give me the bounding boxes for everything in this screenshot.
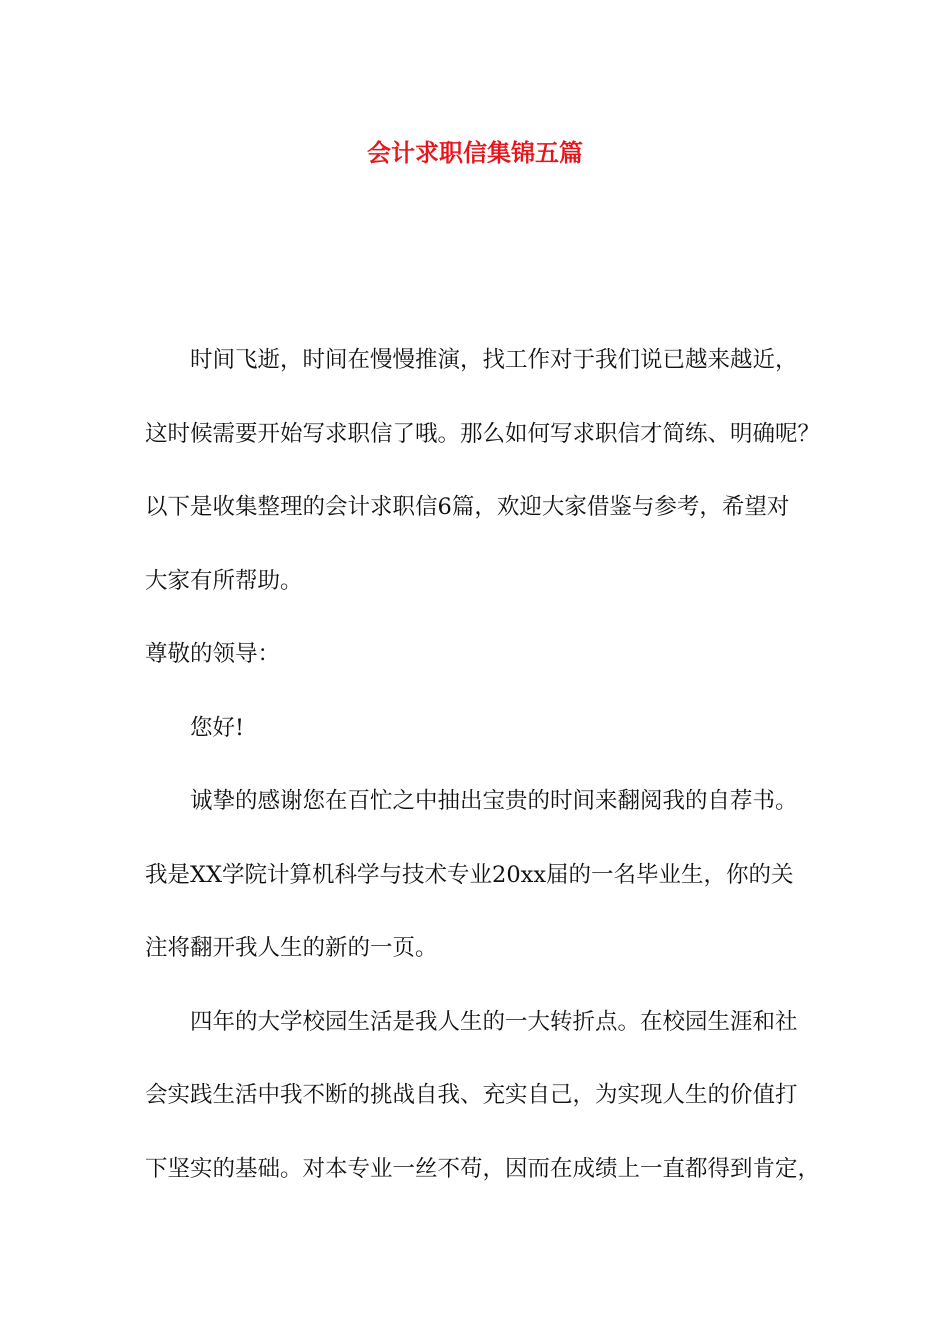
- body-line-4: 大家有所帮助。: [145, 567, 303, 594]
- salutation-line: 尊敬的领导：: [145, 641, 281, 667]
- body-line-7: 诚挚的感谢您在百忙之中抽出宝贵的时间来翻阅我的自荐书。: [190, 788, 798, 814]
- body-line-2: 这时候需要开始写求职信了哦。那么如何写求职信才简练、明确呢？: [145, 420, 821, 447]
- greeting-line: 您好!: [190, 714, 245, 741]
- body-line-11: 会实践生活中我不断的挑战自我、充实自己，为实现人生的价值打: [145, 1082, 798, 1108]
- body-line-12: 下坚实的基础。对本专业一丝不苟，因而在成绩上一直都得到肯定，: [145, 1155, 821, 1182]
- body-line-3: 以下是收集整理的会计求职信6篇，欢迎大家借鉴与参考，希望对: [145, 494, 790, 520]
- body-line-8: 我是XX学院计算机科学与技术专业20xx届的一名毕业生，你的关: [145, 861, 794, 888]
- body-line-9: 注将翻开我人生的新的一页。: [145, 935, 438, 961]
- body-line-10: 四年的大学校园生活是我人生的一大转折点。在校园生涯和社: [190, 1008, 798, 1035]
- document-title: 会计求职信集锦五篇: [367, 139, 583, 167]
- document-body: [145, 324, 835, 1206]
- body-line-1: 时间飞逝，时间在慢慢推演，找工作对于我们说已越来越近，: [190, 347, 798, 373]
